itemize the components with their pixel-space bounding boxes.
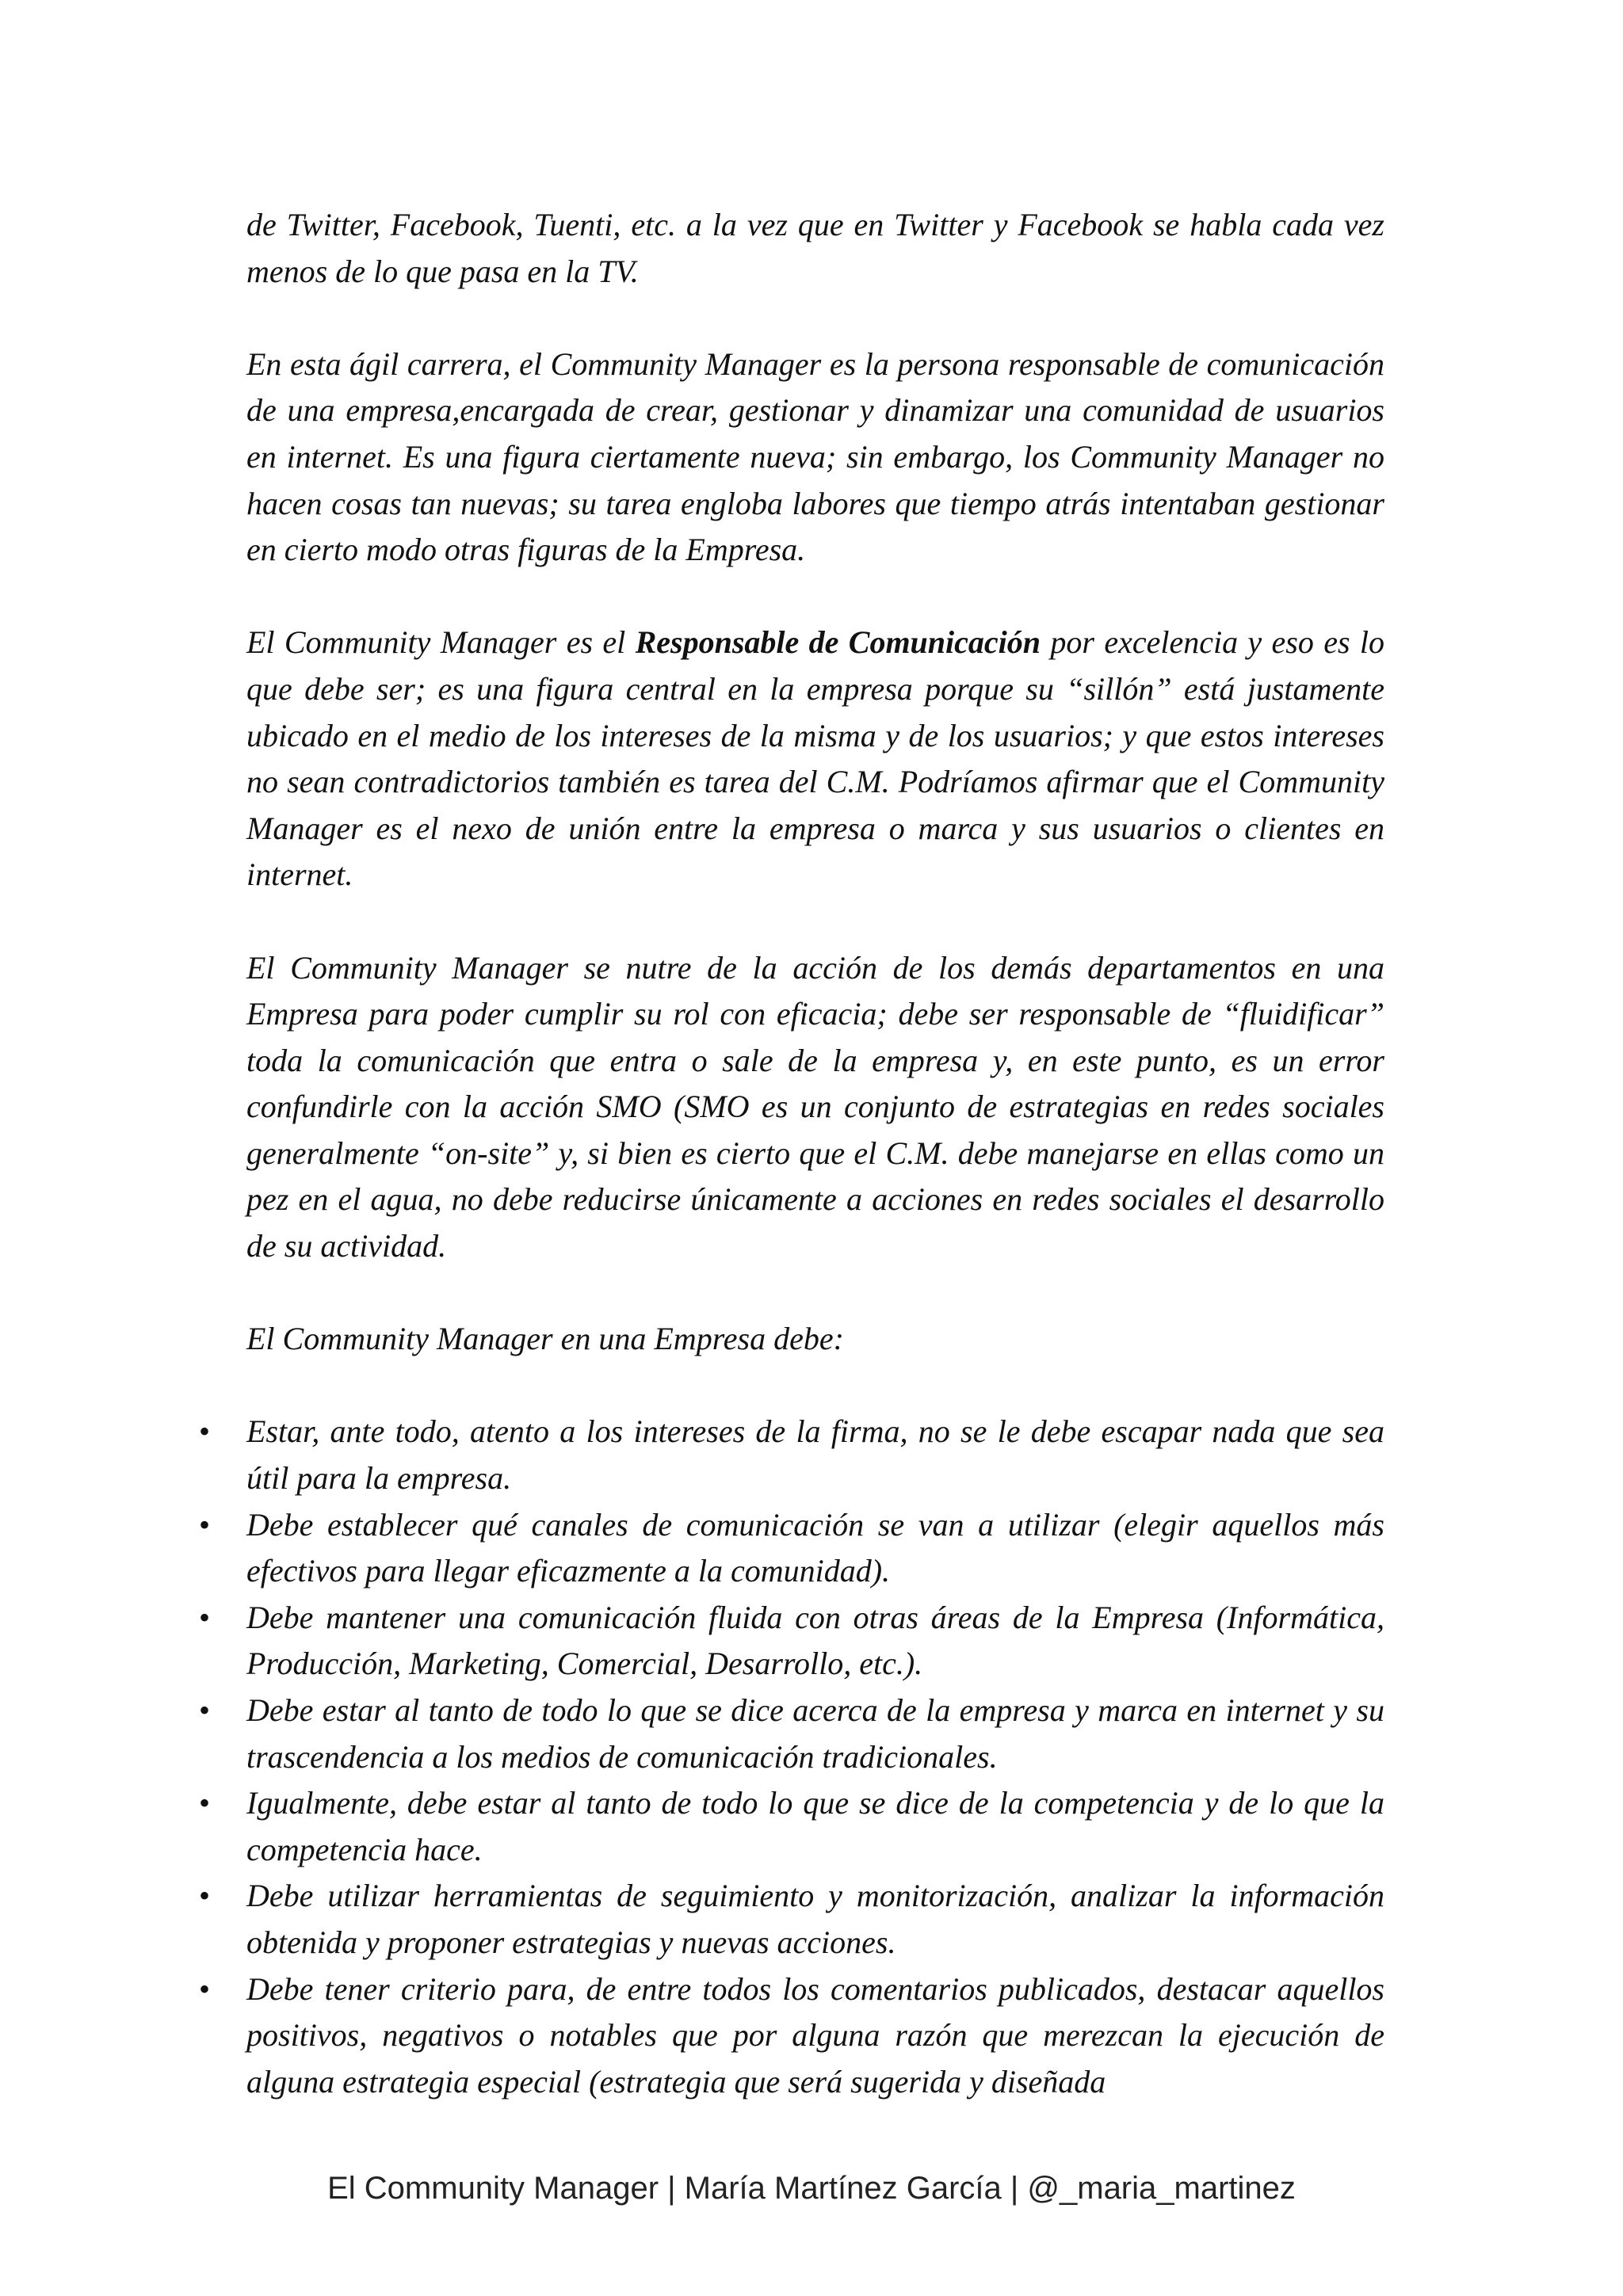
- list-item: [199, 1688, 1384, 1780]
- paragraph-smo: El Community Manager se nutre de la acción de los demás departamentos en una Empresa para poder cumplir su rol con eficacia; debe ser responsable de “fluidificar” toda la comunicación que entra o sale de la empresa y, en este punto, es un error confundirle con la acción SMO (SMO es un conjunto de estrategias en redes sociales generalmente “on-site” y, si bien es cierto que el C.M. debe manejarse en ellas como un pez en el agua, no debe reducirse únicamente a acciones en redes sociales el desarrollo de su actividad.: [246, 949, 1384, 1264]
- paragraph-responsable-comunicacion: [246, 620, 1384, 898]
- list-item: [199, 1409, 1384, 1501]
- bold-phrase: Responsable de Comunicación: [635, 624, 1041, 661]
- bullet-icon: •: [199, 1785, 211, 1821]
- document-body: [199, 202, 1385, 2105]
- list-item: [199, 1595, 1384, 1688]
- duties-list: [199, 1409, 1384, 2105]
- bullet-icon: •: [199, 1413, 211, 1450]
- list-item-text: Estar, ante todo, atento a los intereses de la firma, no se le debe escapar nada que sea útil para la empresa.: [246, 1413, 1384, 1497]
- bullet-icon: •: [199, 1970, 211, 2007]
- page-footer: El Community Manager | María Martínez García | @_maria_martinez: [327, 2171, 1296, 2206]
- bullet-icon: •: [199, 1692, 211, 1728]
- paragraph-community-manager-definition: En esta ágil carrera, el Community Manager es la persona responsable de comunicación de una empresa,encargada de crear, gestionar y dinamizar una comunidad de usuarios en internet. Es una figura ciertamente nueva; sin embargo, los Community Manager no hacen cosas tan nuevas; su tarea engloba labores que tiempo atrás intentaban gestionar en cierto modo otras figuras de la Empresa.: [246, 345, 1384, 568]
- paragraph-tv-continuation: de Twitter, Facebook, Tuenti, etc. a la vez que en Twitter y Facebook se habla cada vez menos de lo que pasa en la TV.: [246, 207, 1384, 289]
- paragraph-text: El Community Manager es el: [246, 624, 636, 661]
- list-item-text: Debe utilizar herramientas de seguimiento y monitorización, analizar la información obtenida y proponer estrategias y nuevas acciones.: [246, 1878, 1384, 1960]
- bullet-icon: •: [199, 1878, 211, 1914]
- bullet-icon: •: [199, 1506, 211, 1543]
- list-item-text: Debe establecer qué canales de comunicación se van a utilizar (elegir aquellos más efectivos para llegar eficazmente a la comunidad).: [246, 1506, 1384, 1589]
- list-item-text: Debe tener criterio para, de entre todos los comentarios publicados, destacar aquellos positivos, negativos o notables que por alguna razón que merezcan la ejecución de alguna estrategia especial (estrategia que será sugerida y diseñada: [246, 1970, 1384, 2100]
- paragraph-text: por excelencia y eso es lo que debe ser; es una figura central en la empresa porque su “sillón” está justamente ubicado en el medio de los intereses de la misma y de los usuarios; y que estos intereses no sean contradictorios también es tarea del C.M. Podríamos afirmar que el Community Manager es el nexo de unión entre la empresa o marca y sus usuarios o clientes en internet.: [246, 624, 1385, 893]
- list-item: [199, 1966, 1384, 2106]
- list-item-text: Debe estar al tanto de todo lo que se dice acerca de la empresa y marca en internet y su trascendencia a los medios de comunicación tradicionales.: [246, 1692, 1384, 1775]
- paragraph-list-intro: El Community Manager en una Empresa debe:: [246, 1321, 844, 1357]
- bullet-icon: •: [199, 1599, 211, 1635]
- list-item: [199, 1873, 1384, 1966]
- list-item: [199, 1502, 1384, 1595]
- list-item-text: Debe mantener una comunicación fluida con otras áreas de la Empresa (Informática, Producción, Marketing, Comercial, Desarrollo, etc.).: [246, 1599, 1384, 1682]
- list-item: [199, 1780, 1384, 1873]
- list-item-text: Igualmente, debe estar al tanto de todo lo que se dice de la competencia y de lo que la competencia hace.: [246, 1785, 1384, 1867]
